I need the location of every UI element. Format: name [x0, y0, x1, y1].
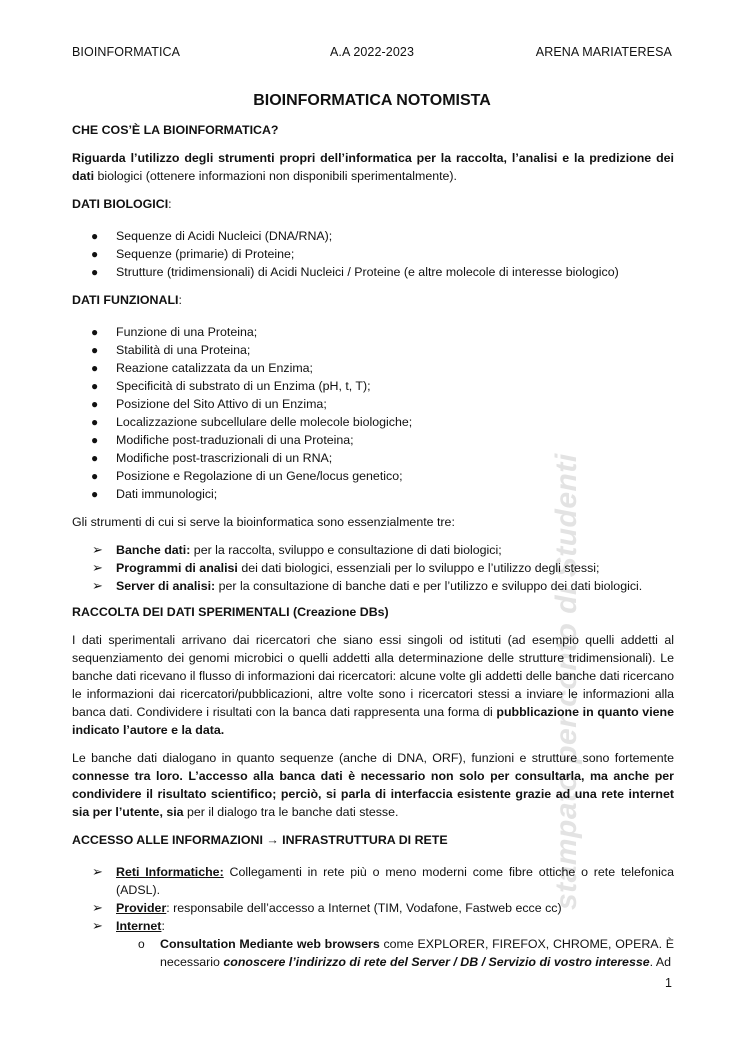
- sub-text: come EXPLORER, FIREFOX, CHROME, OPERA. È necessario: [160, 937, 674, 969]
- list-item-text: Posizione e Regolazione di un Gene/locus genetico;: [116, 469, 403, 483]
- bullet-icon: ●: [91, 361, 99, 375]
- list-item: [72, 541, 674, 559]
- bullet-icon: ●: [91, 451, 99, 465]
- header-center: A.A 2022-2023: [329, 45, 414, 59]
- list-item: [72, 341, 674, 359]
- arrow-bullet-icon: ➢: [92, 900, 103, 915]
- bullet-icon: ●: [91, 265, 99, 279]
- definition-paragraph: [72, 149, 674, 185]
- list-item: [72, 323, 674, 341]
- list-item: [72, 245, 674, 263]
- watermark: stampato per conto di Studenti: [550, 453, 583, 910]
- list-item: [72, 899, 674, 917]
- list-item-text: Posizione del Sito Attivo di un Enzima;: [116, 397, 327, 411]
- strumento-label: Programmi di analisi: [116, 561, 238, 575]
- dati-funzionali-colon: :: [178, 293, 182, 307]
- list-item: [72, 227, 674, 245]
- list-item: [72, 485, 674, 503]
- list-item: [72, 395, 674, 413]
- page-number: 1: [665, 976, 672, 990]
- arrow-bullet-icon: ➢: [92, 918, 103, 933]
- list-item: [72, 467, 674, 485]
- strumento-text: per la raccolta, sviluppo e consultazione di dati biologici;: [190, 543, 502, 557]
- arrow-bullet-icon: ➢: [92, 864, 103, 879]
- raccolta-p1-bold: pubblicazione in quanto viene indicato l’autore e la data.: [72, 705, 674, 737]
- raccolta-p1-text: I dati sperimentali arrivano dai ricercatori che siano essi singoli od istituti (ad esempio quelli addetti al sequenziamento dei genomi microbici o quelli addetti alla determinazione delle strutture tridimensionali). Le banche dati ricevano il flusso di informazioni dai ricercatori: alcune volte gli addetti delle banche dati ricercano le informazioni dai ricercatori/pubblicazioni, altre volte sono i ricercatori stessi a inviare le informazioni alla banca dati. Condividere i risultati con la banca dati rappresenta una forma di: [72, 633, 674, 719]
- section-heading-accesso: ACCESSO ALLE INFORMAZIONI → INFRASTRUTTURA DI RETE: [72, 833, 448, 847]
- list-item-text: Sequenze (primarie) di Proteine;: [116, 247, 295, 261]
- list-item: [72, 413, 674, 431]
- arrow-bullet-icon: ➢: [92, 542, 103, 557]
- bullet-icon: ●: [91, 229, 99, 243]
- accesso-list: [72, 863, 674, 935]
- bullet-icon: ●: [91, 469, 99, 483]
- sub-italic: conoscere l’indirizzo di rete del Server / DB / Servizio di vostro interesse: [223, 955, 650, 969]
- list-item: [72, 449, 674, 467]
- sub-bold: Consultation Mediante web browsers: [160, 937, 380, 951]
- dati-biologici-list: [72, 227, 674, 281]
- list-item-text: Dati immunologici;: [116, 487, 218, 501]
- list-item: [72, 935, 674, 971]
- raccolta-p2-end: per il dialogo tra le banche dati stesse.: [183, 805, 399, 819]
- bullet-icon: ●: [91, 433, 99, 447]
- section-heading-dati-funzionali: [72, 291, 674, 309]
- bullet-icon: ●: [91, 247, 99, 261]
- list-item: [72, 863, 674, 899]
- list-item: [72, 431, 674, 449]
- strumento-label: Server di analisi:: [116, 579, 216, 593]
- accesso-text: :: [161, 919, 165, 933]
- list-item-text: Sequenze di Acidi Nucleici (DNA/RNA);: [116, 229, 333, 243]
- raccolta-p2-text: Le banche dati dialogano in quanto sequenze (anche di DNA, ORF), funzioni e strutture sono fortemente: [72, 751, 674, 765]
- header-left: BIOINFORMATICA: [72, 45, 181, 59]
- strumento-label: Banche dati:: [116, 543, 191, 557]
- list-item-text: Stabilità di una Proteina;: [116, 343, 251, 357]
- sub-text-end: . Ad: [649, 955, 671, 969]
- accesso-label: Reti Informatiche:: [116, 865, 224, 879]
- dati-funzionali-label: DATI FUNZIONALI: [72, 293, 179, 307]
- section-heading-dati-biologici: [72, 195, 674, 213]
- list-item: [72, 377, 674, 395]
- dati-funzionali-list: [72, 323, 674, 503]
- strumento-text: dei dati biologici, essenziali per lo sviluppo e l’utilizzo degli stessi;: [237, 561, 600, 575]
- list-item: [72, 917, 674, 935]
- header-right: ARENA MARIATERESA: [535, 45, 672, 59]
- arrow-bullet-icon: ➢: [92, 578, 103, 593]
- bullet-icon: ●: [91, 415, 99, 429]
- list-item: [72, 577, 674, 595]
- list-item-text: Modifiche post-trascrizionali di un RNA;: [116, 451, 333, 465]
- arrow-bullet-icon: ➢: [92, 560, 103, 575]
- raccolta-paragraph-1: [72, 631, 674, 739]
- definition-rest: biologici (ottenere informazioni non disponibili sperimentalmente).: [97, 169, 458, 183]
- page-title: BIOINFORMATICA NOTOMISTA: [253, 92, 491, 109]
- bullet-icon: ●: [91, 325, 99, 339]
- bullet-icon: ●: [91, 379, 99, 393]
- list-item: [72, 359, 674, 377]
- dati-biologici-label: DATI BIOLOGICI: [72, 197, 169, 211]
- internet-sublist: [72, 935, 674, 971]
- list-item-text: Reazione catalizzata da un Enzima;: [116, 361, 313, 375]
- list-item-text: Strutture (tridimensionali) di Acidi Nucleici / Proteine (e altre molecole di interesse biologico): [116, 265, 619, 279]
- list-item: [72, 263, 674, 281]
- list-item-text: Localizzazione subcellulare delle molecole biologiche;: [116, 415, 413, 429]
- list-item-text: Funzione di una Proteina;: [116, 325, 258, 339]
- bullet-icon: ●: [91, 343, 99, 357]
- raccolta-paragraph-2: [72, 749, 674, 821]
- accesso-text: Collegamenti in rete più o meno moderni come fibre ottiche o rete telefonica (ADSL).: [116, 865, 674, 897]
- list-item-text: Modifiche post-traduzionali di una Proteina;: [116, 433, 354, 447]
- document-body: [72, 121, 674, 971]
- section-heading-raccolta: RACCOLTA DEI DATI SPERIMENTALI (Creazione DBs): [72, 605, 389, 619]
- accesso-text: : responsabile dell’accesso a Internet (TIM, Vodafone, Fastweb ecce cc): [166, 901, 562, 915]
- strumento-text: per la consultazione di banche dati e per l’utilizzo e sviluppo dei dati biologici.: [215, 579, 643, 593]
- list-item: [72, 559, 674, 577]
- strumenti-intro: Gli strumenti di cui si serve la bioinformatica sono essenzialmente tre:: [72, 515, 455, 529]
- dati-biologici-colon: :: [168, 197, 172, 211]
- strumenti-list: [72, 541, 674, 595]
- list-item-text: Specificità di substrato di un Enzima (pH, t, T);: [116, 379, 371, 393]
- raccolta-p2-bold: connesse tra loro. L’accesso alla banca dati è necessario non solo per consultarla, ma anche per condividere il risultato scientifico; perciò, si parla di interfaccia esistente grazie ad una rete internet sia per l’utente, sia: [72, 769, 674, 819]
- definition-bold: Riguarda l’utilizzo degli strumenti propri dell’informatica per la raccolta, l’analisi e la predizione dei dati: [72, 151, 674, 183]
- accesso-label: Internet: [116, 919, 162, 933]
- bullet-icon: ●: [91, 397, 99, 411]
- bullet-icon: ●: [91, 487, 99, 501]
- circle-bullet-icon: o: [138, 937, 145, 951]
- section-heading-bioinformatica: CHE COS’È LA BIOINFORMATICA?: [72, 123, 279, 137]
- accesso-label: Provider: [116, 901, 167, 915]
